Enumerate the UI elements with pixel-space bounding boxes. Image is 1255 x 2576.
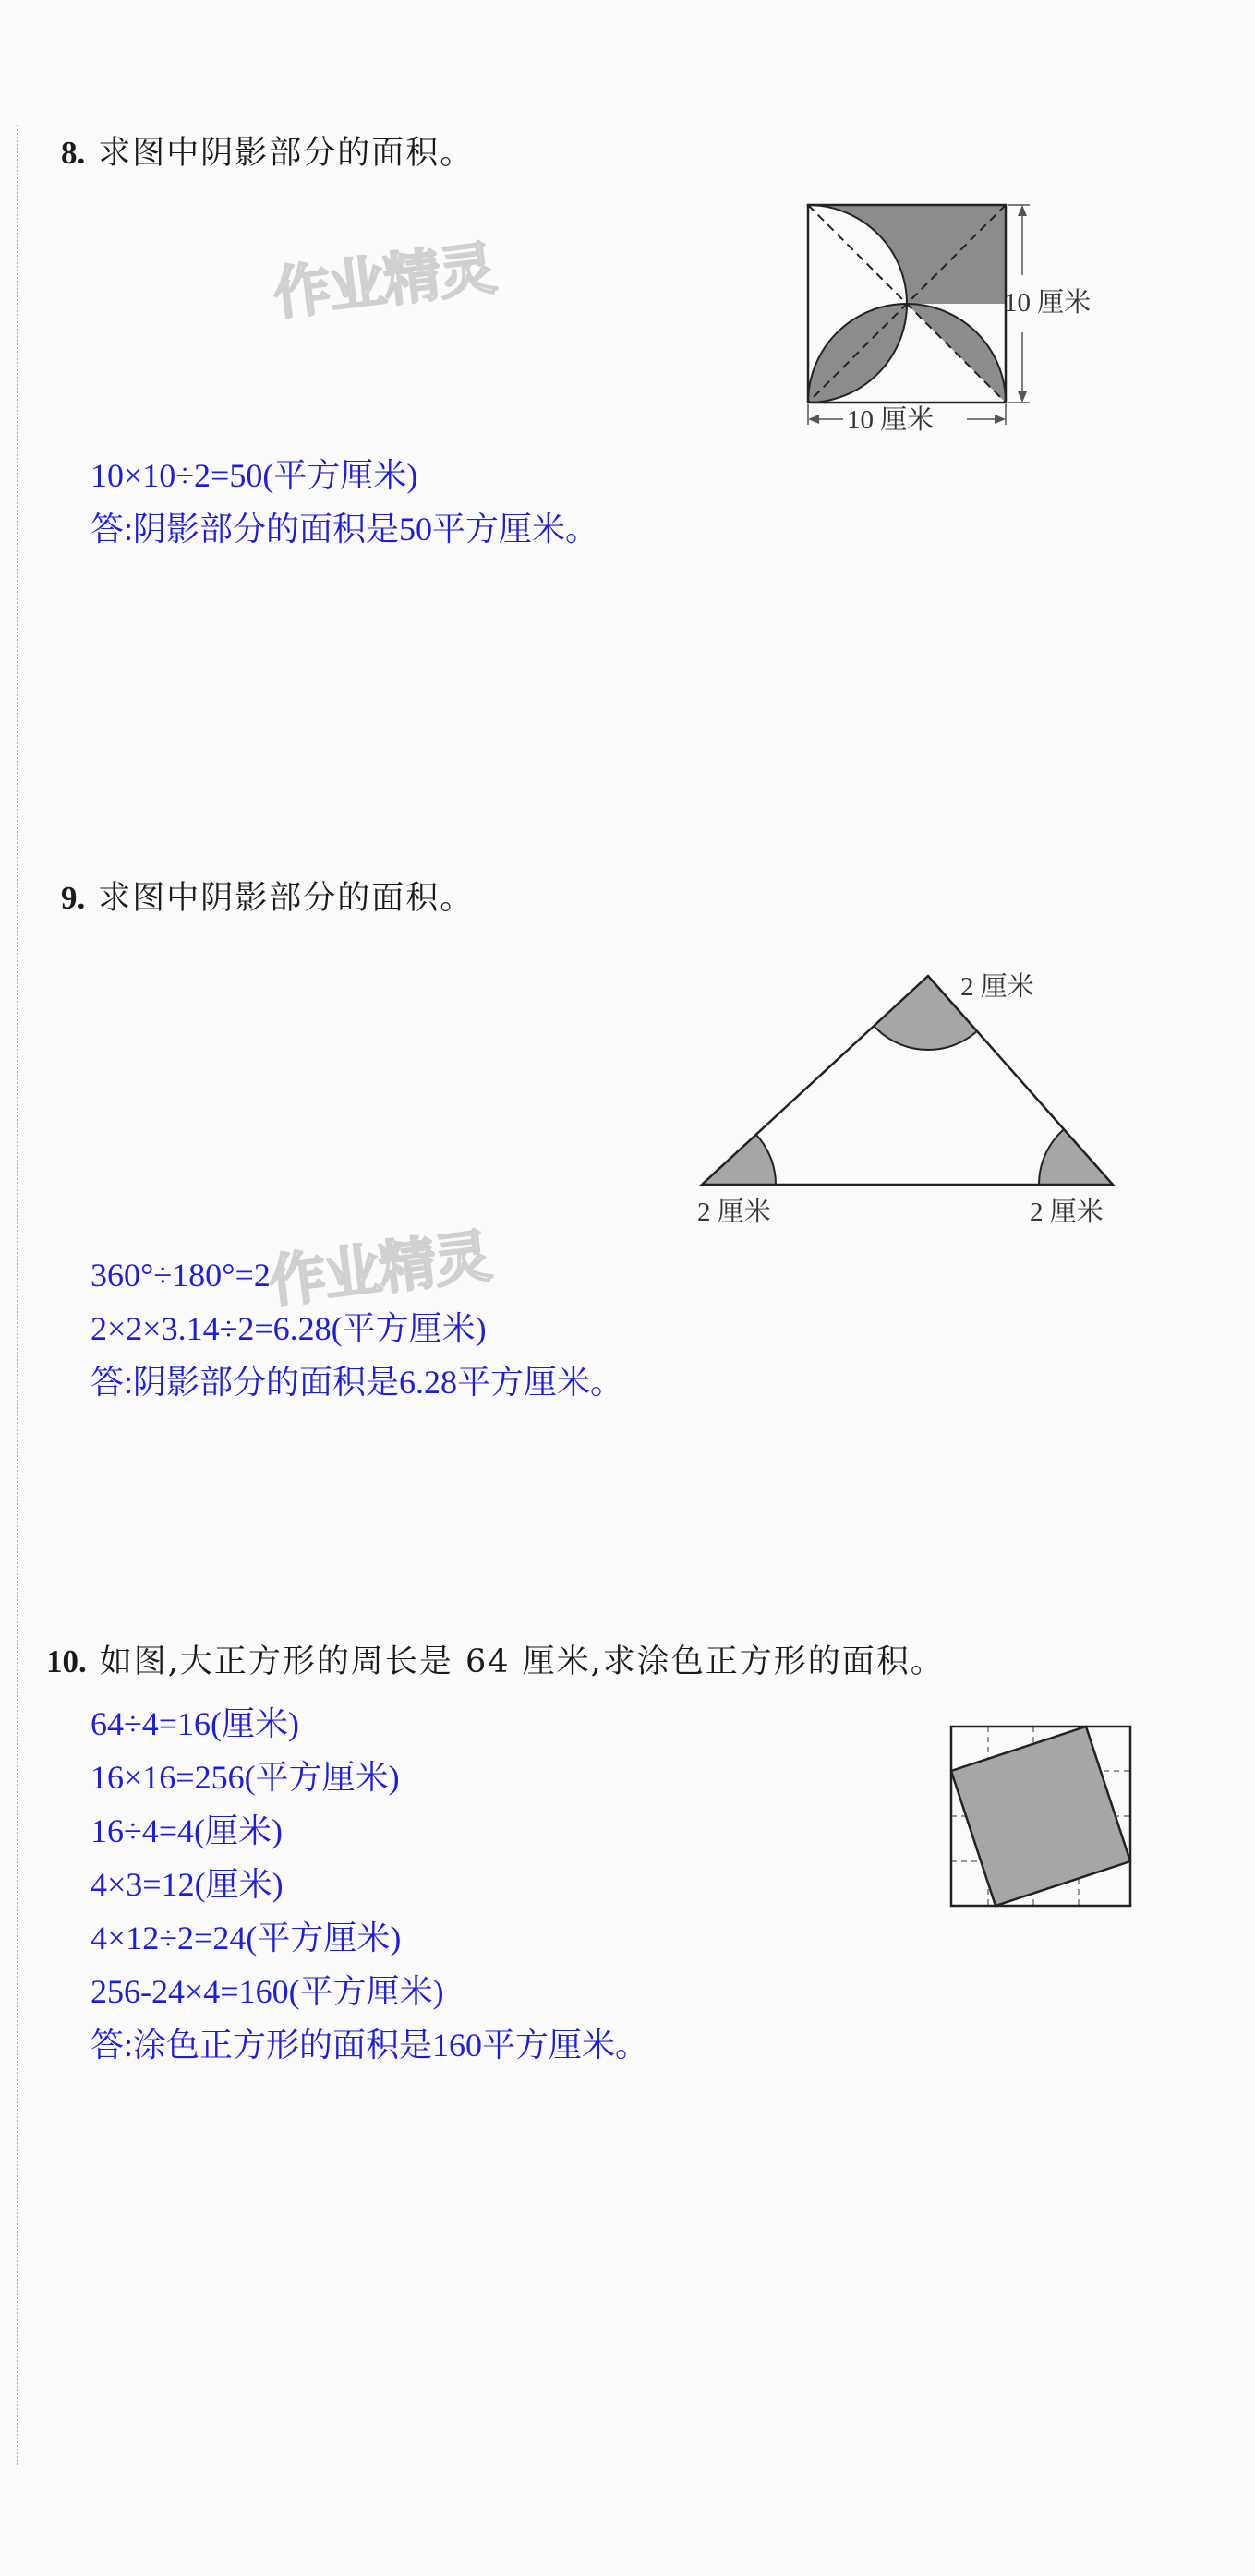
answer-10-line-4: 4×3=12(厘米) xyxy=(91,1866,284,1903)
answer-10 xyxy=(91,1697,648,2072)
question-10 xyxy=(46,1636,945,1682)
question-9 xyxy=(61,873,474,919)
question-9-number: 9. xyxy=(61,880,86,916)
answer-9 xyxy=(91,1248,623,1409)
question-8-number: 8. xyxy=(61,135,86,171)
answer-10-line-1: 64÷4=16(厘米) xyxy=(91,1705,300,1742)
answer-8 xyxy=(91,449,598,556)
question-8-prompt: 求图中阴影部分的面积。 xyxy=(98,135,475,172)
label-side-right: 10 厘米 xyxy=(1004,288,1092,318)
label-top: 2 厘米 xyxy=(960,972,1034,1002)
answer-10-line-3: 16÷4=4(厘米) xyxy=(91,1812,284,1849)
binding-margin-line xyxy=(17,125,18,2465)
question-9-figure xyxy=(683,942,1145,1237)
answer-10-line-5: 4×12÷2=24(平方厘米) xyxy=(91,1920,402,1956)
answer-8-line-1: 10×10÷2=50(平方厘米) xyxy=(91,457,418,494)
watermark-2: 作业精灵 xyxy=(265,1222,494,1317)
question-8 xyxy=(61,127,474,174)
question-9-prompt: 求图中阴影部分的面积。 xyxy=(98,880,475,917)
answer-10-line-2: 16×16=256(平方厘米) xyxy=(91,1759,400,1796)
label-right: 2 厘米 xyxy=(1030,1198,1104,1227)
question-10-figure xyxy=(944,1719,1138,1913)
answer-10-line-7: 答:涂色正方形的面积是160平方厘米。 xyxy=(91,2027,649,2064)
answer-9-line-1: 360°÷180°=2 xyxy=(91,1257,271,1294)
watermark: 作业精灵 xyxy=(270,234,499,329)
answer-10-line-6: 256-24×4=160(平方厘米) xyxy=(91,1973,444,2010)
question-10-number: 10. xyxy=(46,1643,87,1679)
answer-9-line-2: 2×2×3.14÷2=6.28(平方厘米) xyxy=(91,1310,487,1347)
question-8-figure xyxy=(799,194,1131,443)
label-left: 2 厘米 xyxy=(697,1198,771,1227)
answer-8-line-2: 答:阴影部分的面积是50平方厘米。 xyxy=(91,511,599,548)
answer-9-line-3: 答:阴影部分的面积是6.28平方厘米。 xyxy=(91,1364,624,1401)
shaded-square xyxy=(951,1727,1130,1906)
label-side-bottom: 10 厘米 xyxy=(847,405,935,435)
question-10-prompt: 如图,大正方形的周长是 64 厘米,求涂色正方形的面积。 xyxy=(99,1643,945,1680)
